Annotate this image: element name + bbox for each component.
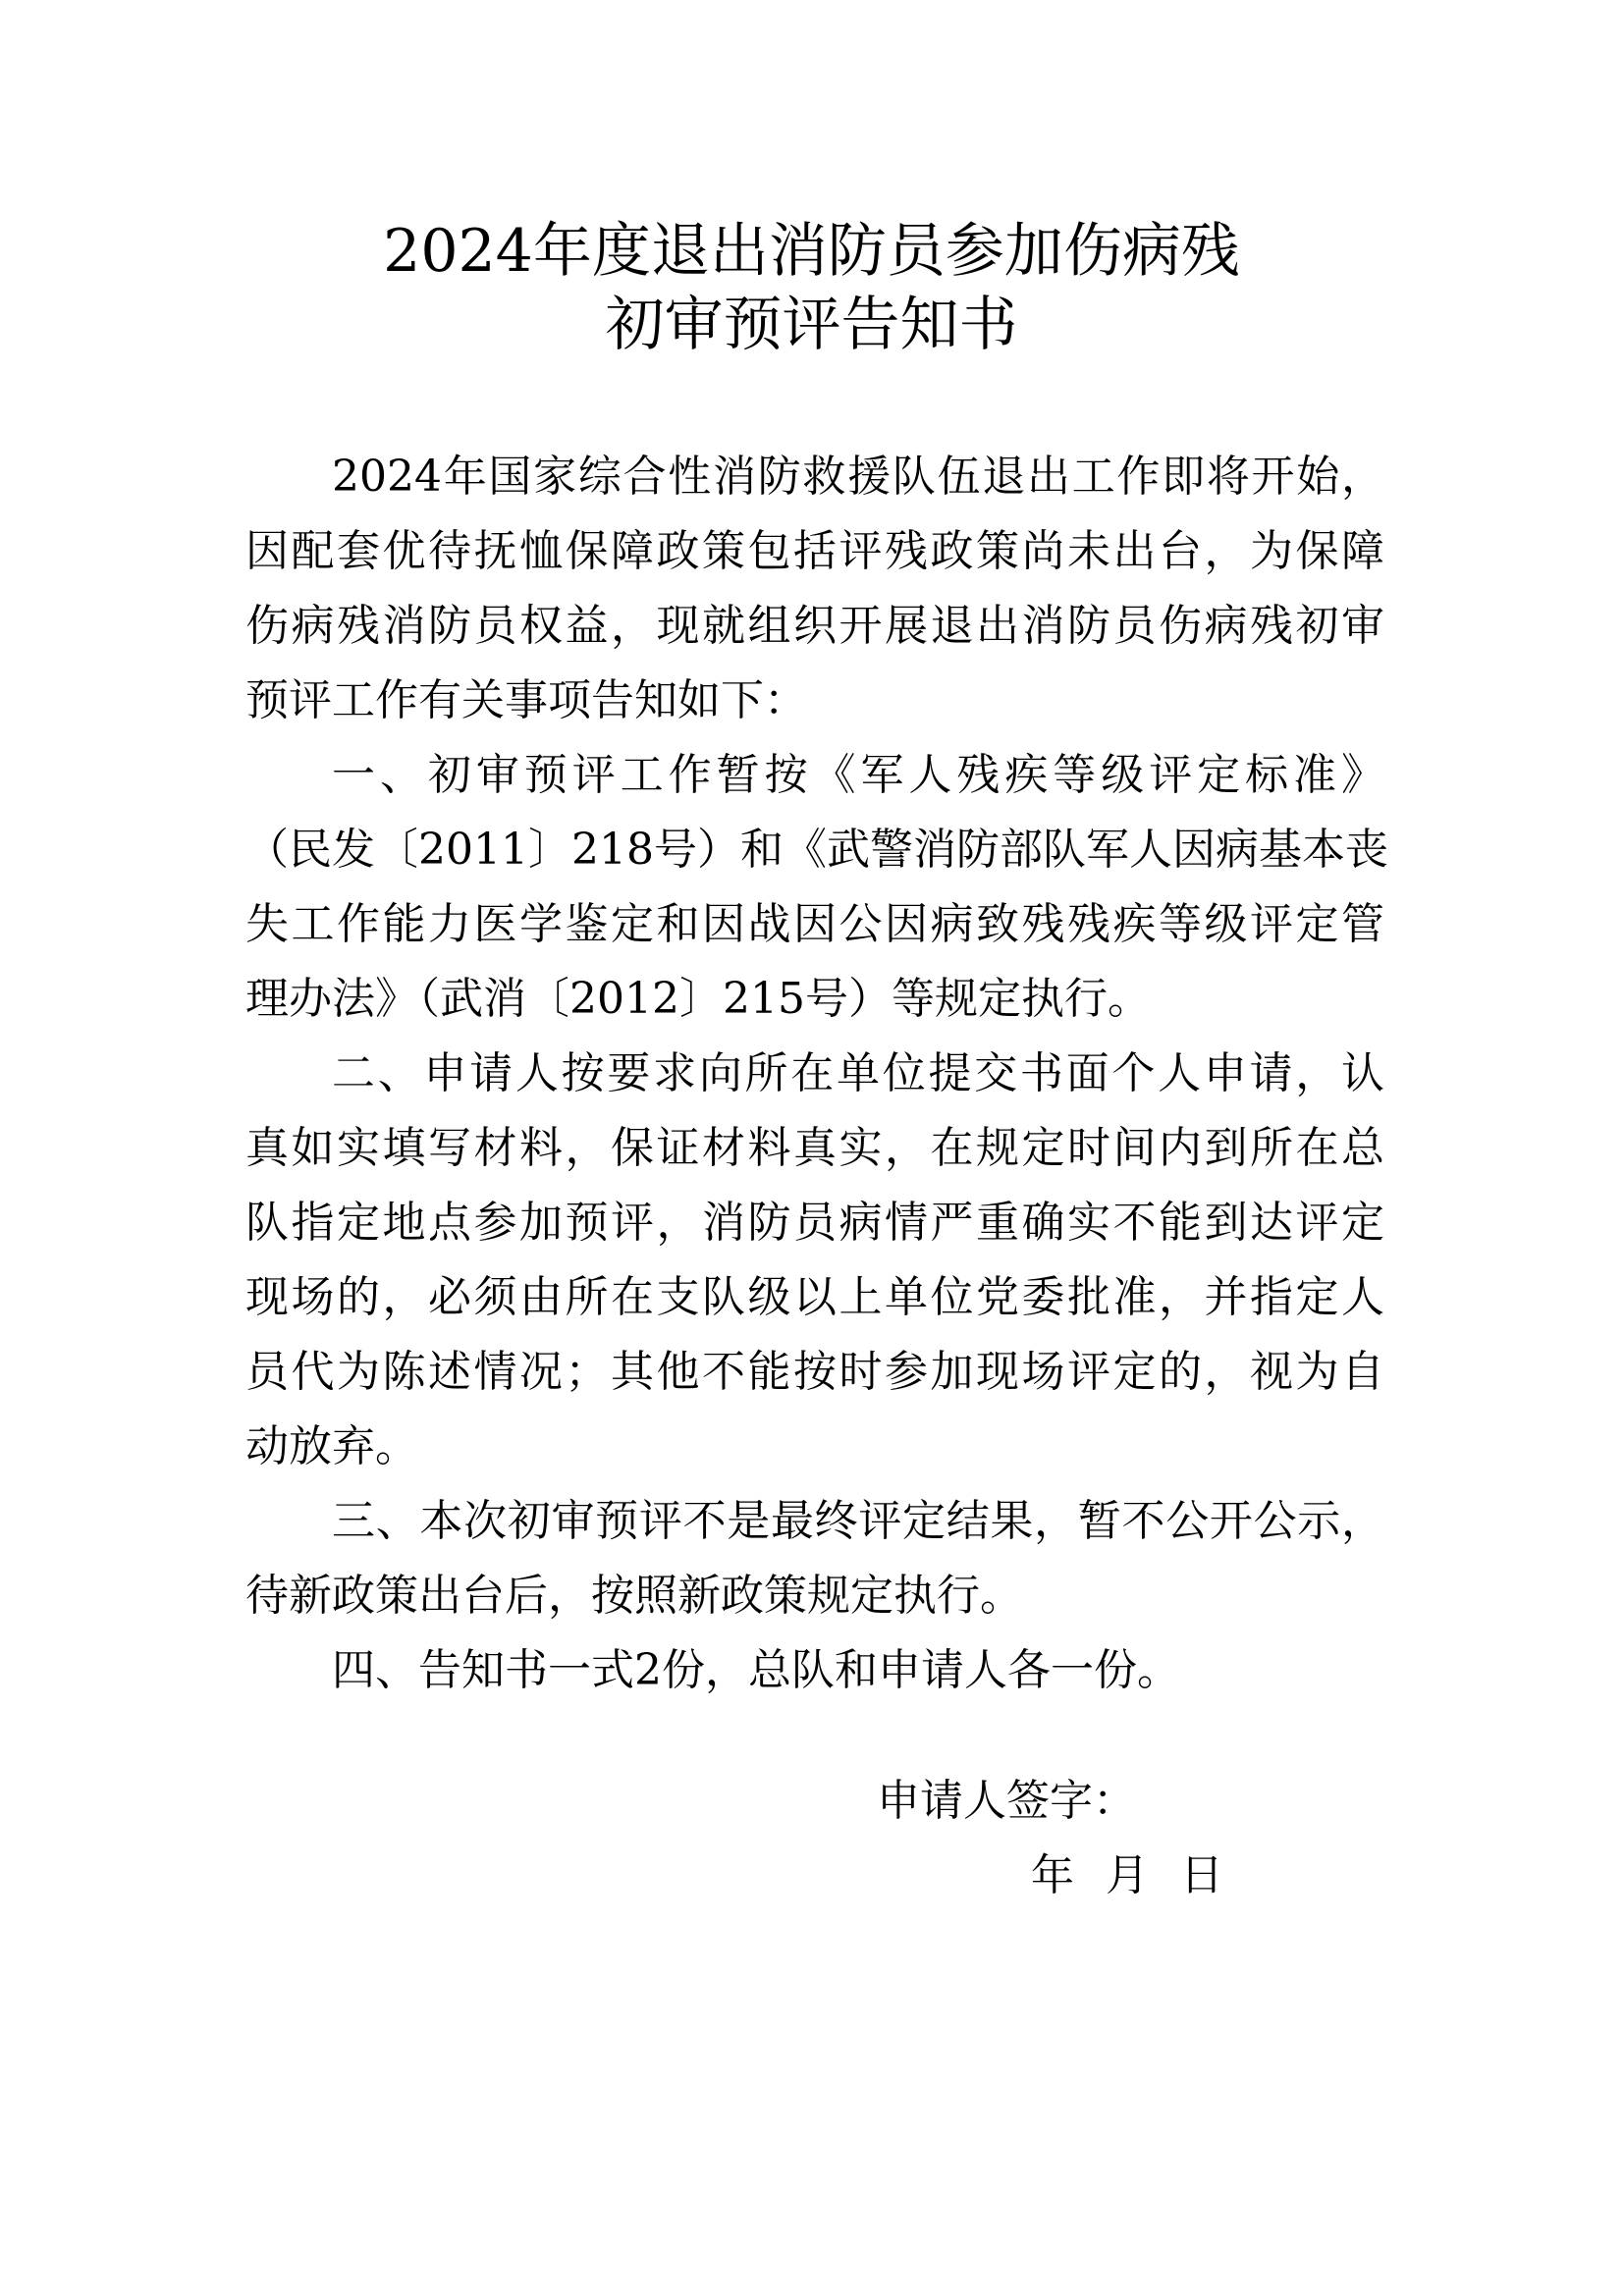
paragraph-line: （民发〔2011〕218号）和《武警消防部队军人因病基本丧	[245, 825, 1388, 875]
paragraph-line: 三、本次初审预评不是最终评定结果，暂不公开公示，	[332, 1496, 1384, 1546]
document-title-line-2: 初审预评告知书	[605, 291, 1018, 359]
paragraph-line: 真如实填写材料，保证材料真实，在规定时间内到所在总	[245, 1123, 1384, 1173]
paragraph-item-2	[245, 1037, 1384, 1484]
paragraph-line: 2024年国家综合性消防救援队伍退出工作即将开始，	[332, 452, 1384, 502]
document-title-line-1: 2024年度退出消防员参加伤病残	[383, 217, 1240, 286]
paragraph-line: 理办法》（武消〔2012〕215号）等规定执行。	[245, 974, 1151, 1024]
signature-label: 申请人签字：	[877, 1776, 1136, 1826]
date-day-label: 日	[1180, 1850, 1223, 1900]
paragraph-item-3	[245, 1484, 1384, 1633]
paragraph-line: 动放弃。	[245, 1421, 418, 1471]
document-body	[245, 440, 1388, 1708]
paragraph-line: 预评工作有关事项告知如下：	[245, 675, 807, 725]
paragraph-line: 现场的，必须由所在支队级以上单位党委批准，并指定人	[245, 1272, 1384, 1322]
paragraph-item-1	[245, 738, 1388, 1037]
paragraph-intro	[245, 440, 1384, 738]
signature-date	[1031, 1839, 1223, 1913]
paragraph-line: 队指定地点参加预评，消防员病情严重确实不能到达评定	[245, 1198, 1384, 1248]
paragraph-line: 二、申请人按要求向所在单位提交书面个人申请，认	[332, 1048, 1384, 1098]
paragraph-line: 员代为陈述情况；其他不能按时参加现场评定的，视为自	[245, 1347, 1384, 1397]
paragraph-item-4	[245, 1633, 1384, 1708]
paragraph-line: 一、初审预评工作暂按《军人残疾等级评定标准》	[332, 750, 1384, 800]
date-year-label: 年	[1031, 1850, 1074, 1900]
paragraph-line: 失工作能力医学鉴定和因战因公因病致残残疾等级评定管	[245, 899, 1384, 949]
paragraph-line: 伤病残消防员权益，现就组织开展退出消防员伤病残初审	[245, 601, 1384, 651]
date-month-label: 月	[1106, 1850, 1149, 1900]
paragraph-line: 待新政策出台后，按照新政策规定执行。	[245, 1571, 1023, 1621]
paragraph-line: 四、告知书一式2份，总队和申请人各一份。	[332, 1645, 1180, 1695]
paragraph-line: 因配套优待抚恤保障政策包括评残政策尚未出台，为保障	[245, 526, 1384, 576]
